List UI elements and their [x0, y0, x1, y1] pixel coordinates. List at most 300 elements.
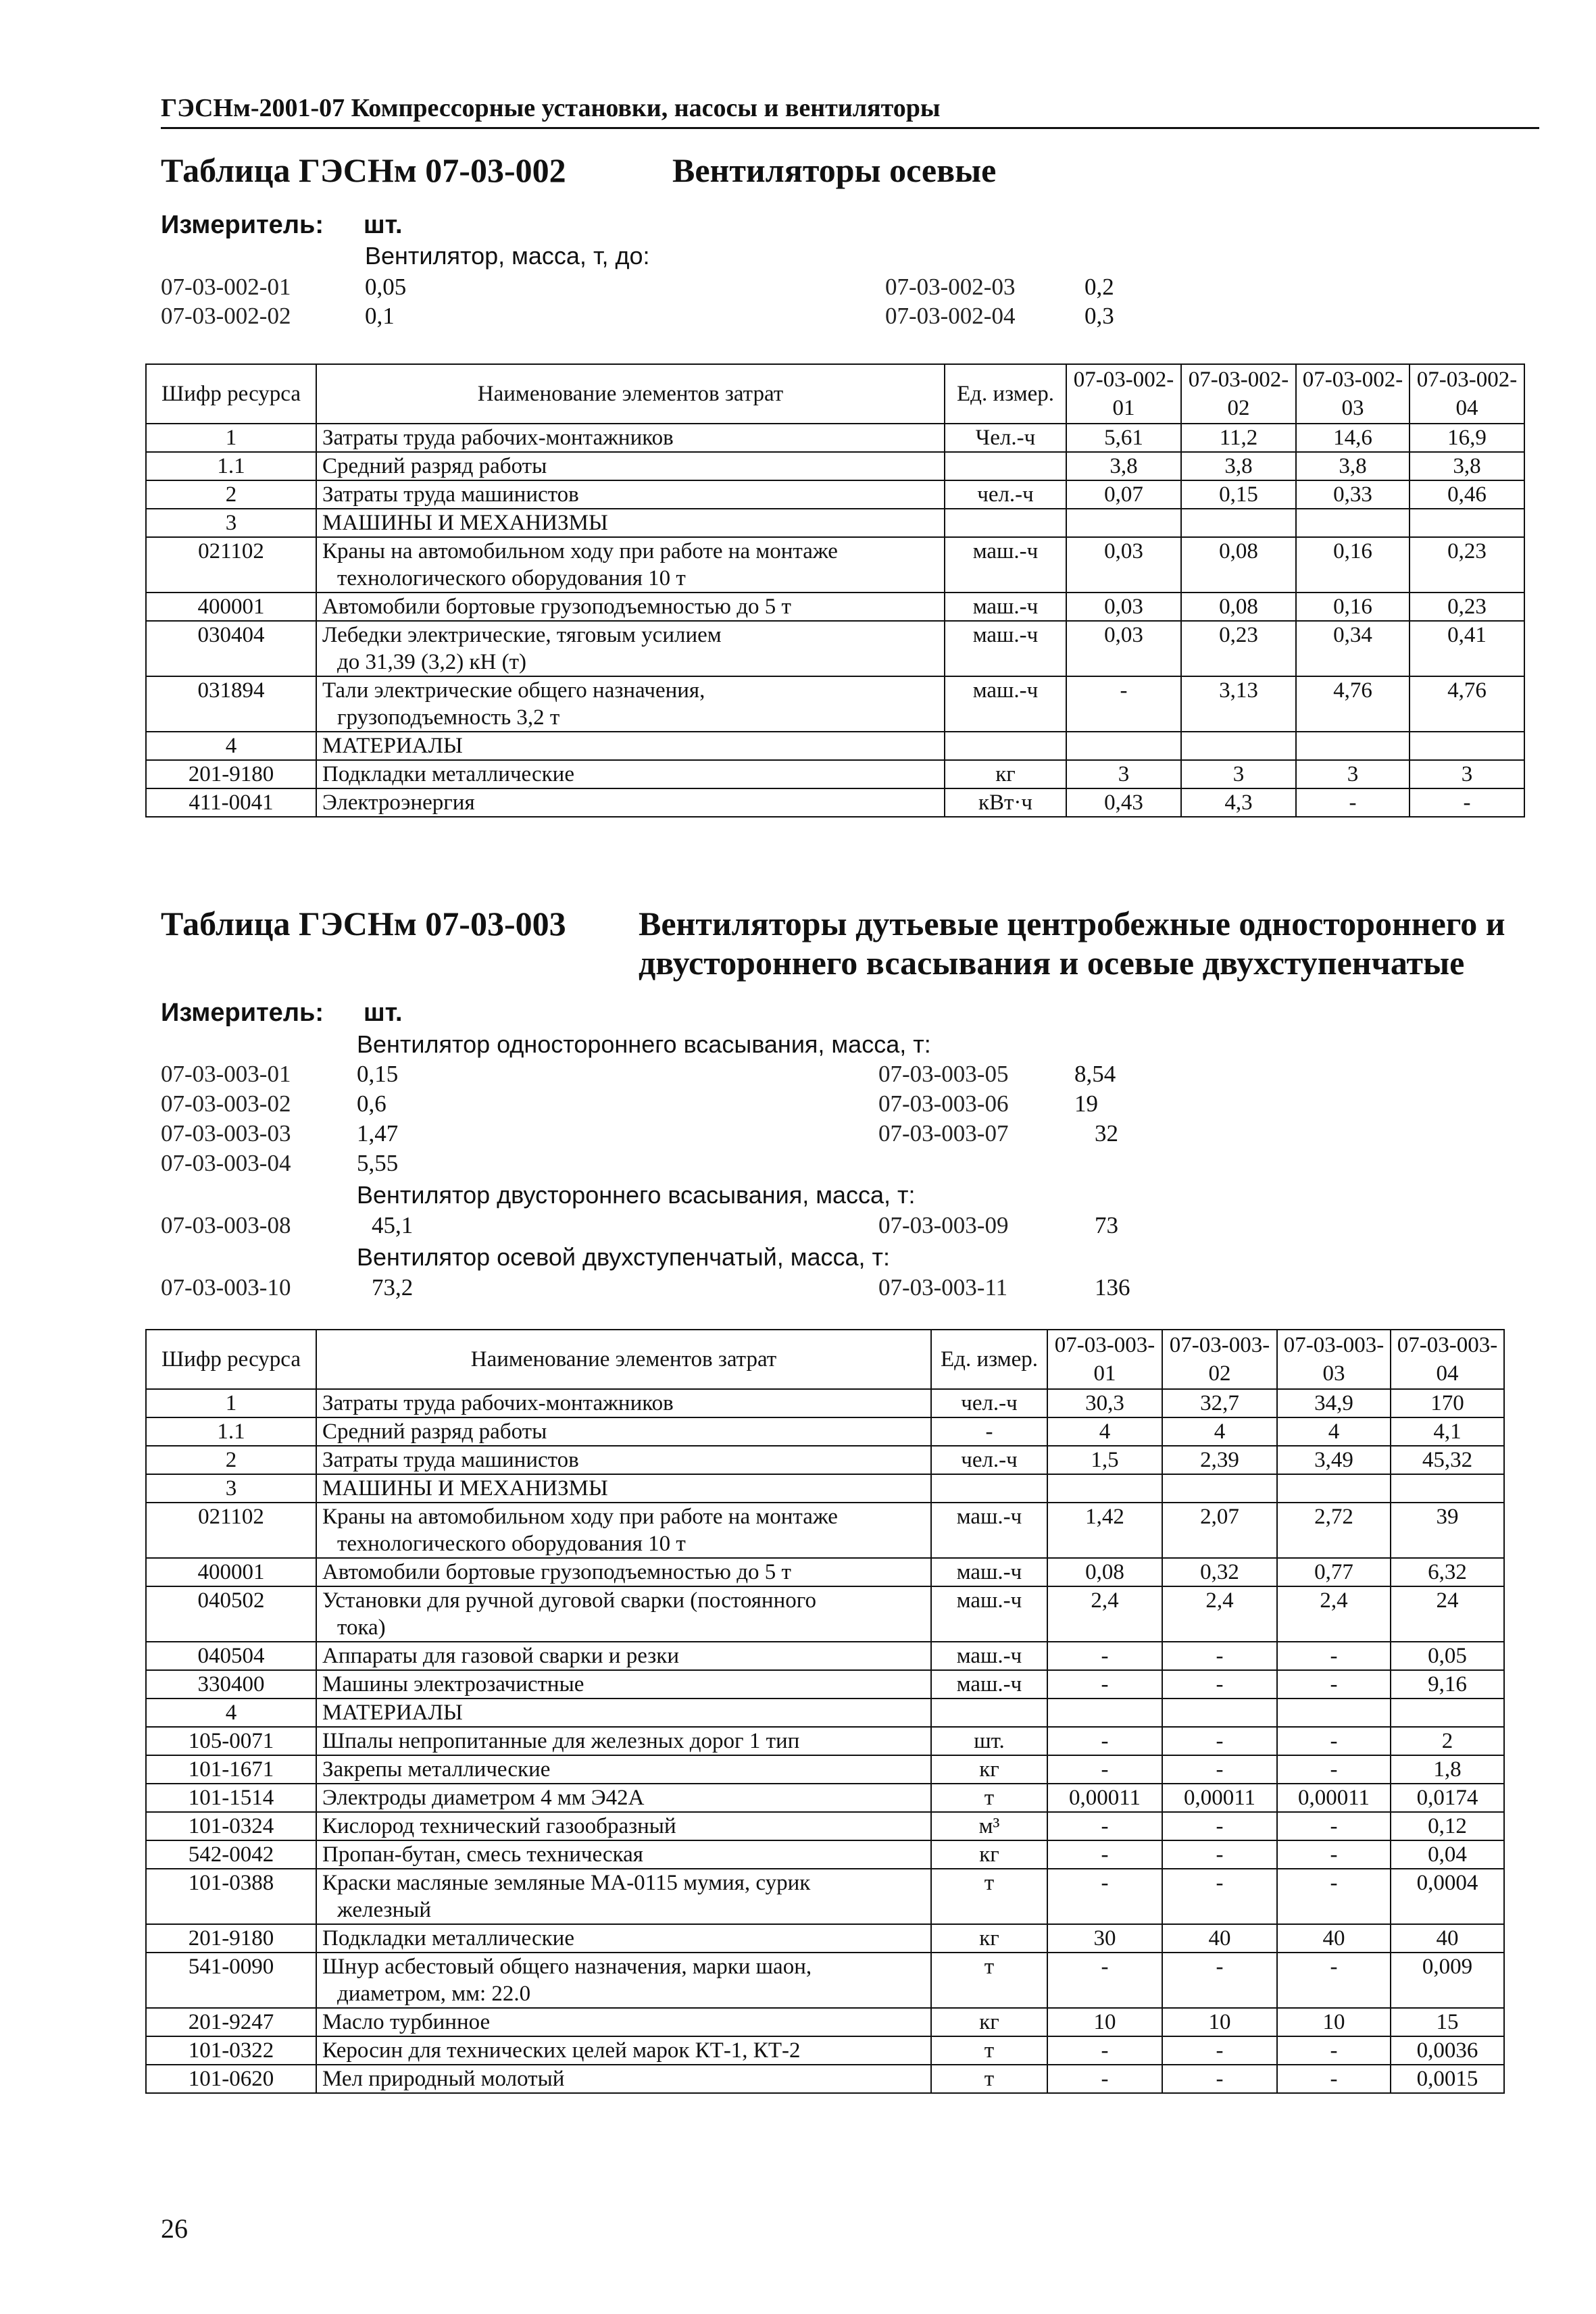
resource-code-cell: 021102 — [146, 537, 316, 593]
table2-title-line1: Вентиляторы дутьевые центробежные одностороннего и — [639, 905, 1505, 942]
resource-code-cell: 1 — [146, 424, 316, 452]
table-row — [146, 452, 1524, 480]
resource-name: Затраты труда рабочих-монтажников — [322, 1391, 674, 1415]
resource-name: МАШИНЫ И МЕХАНИЗМЫ — [322, 511, 608, 535]
unit-cell: шт. — [931, 1727, 1047, 1755]
value-cell — [1410, 732, 1524, 760]
resource-code-cell: 201-9180 — [146, 1924, 316, 1953]
resource-name-cell — [316, 2036, 931, 2065]
variant-code: 07-03-003-11 — [878, 1274, 1008, 1301]
resource-name: Подкладки металлические — [322, 762, 574, 786]
variant-code: 07-03-003-09 — [878, 1212, 1009, 1238]
value-cell: - — [1277, 1727, 1391, 1755]
unit-cell: т — [931, 1869, 1047, 1924]
resource-name-cell — [316, 676, 945, 732]
value-cell — [1181, 509, 1296, 537]
table1-title: Вентиляторы осевые — [672, 151, 997, 189]
resource-name-cell — [316, 480, 945, 509]
value-cell: 0,0004 — [1391, 1869, 1504, 1924]
unit-cell: т — [931, 1784, 1047, 1812]
value-cell: 3 — [1410, 760, 1524, 788]
unit-cell — [945, 732, 1066, 760]
resource-name: Шпалы непропитанные для железных дорог 1 тип — [322, 1729, 800, 1753]
value-cell: - — [1162, 1642, 1277, 1670]
value-cell: - — [1277, 1755, 1391, 1784]
resource-code-cell: 101-1671 — [146, 1755, 316, 1784]
value-cell: - — [1047, 2065, 1162, 2093]
resource-name-cell — [316, 760, 945, 788]
value-cell: 2,72 — [1277, 1503, 1391, 1558]
resource-name: Подкладки металлические — [322, 1926, 574, 1951]
value-cell: 0,07 — [1066, 480, 1181, 509]
value-cell: 1,8 — [1391, 1755, 1504, 1784]
value-cell: - — [1296, 788, 1410, 817]
variant-value: 0,15 — [357, 1061, 399, 1087]
value-cell: 0,05 — [1391, 1642, 1504, 1670]
unit-cell: - — [931, 1417, 1047, 1446]
variant-value: 73,2 — [372, 1274, 414, 1301]
value-cell: - — [1277, 1953, 1391, 2008]
table-row — [146, 788, 1524, 817]
value-cell — [1162, 1474, 1277, 1503]
resource-code-cell: 330400 — [146, 1670, 316, 1699]
resource-code-cell: 2 — [146, 480, 316, 509]
section-row — [146, 1699, 1504, 1727]
resource-code-cell: 3 — [146, 1474, 316, 1503]
table2-body — [146, 1389, 1504, 2093]
value-cell: 0,46 — [1410, 480, 1524, 509]
value-cell: 0,00011 — [1162, 1784, 1277, 1812]
table-row — [146, 424, 1524, 452]
resource-name-cell — [316, 1727, 931, 1755]
value-cell: 0,12 — [1391, 1812, 1504, 1840]
value-cell: 11,2 — [1181, 424, 1296, 452]
value-cell: 0,00011 — [1277, 1784, 1391, 1812]
resource-code-cell: 201-9180 — [146, 760, 316, 788]
resource-name: МАТЕРИАЛЫ — [322, 1701, 463, 1725]
resource-code-cell: 101-0620 — [146, 2065, 316, 2093]
value-cell: 3 — [1066, 760, 1181, 788]
value-cell: 3,8 — [1296, 452, 1410, 480]
value-cell: 40 — [1277, 1924, 1391, 1953]
col-header-code: Шифр ресурса — [146, 1330, 316, 1389]
table-row — [146, 1727, 1504, 1755]
resource-table-1 — [145, 363, 1525, 818]
unit-cell: т — [931, 2065, 1047, 2093]
resource-name: Кислород технический газообразный — [322, 1814, 676, 1838]
col-header-variant: 07-03-003-03 — [1277, 1330, 1391, 1389]
value-cell: 0,23 — [1410, 593, 1524, 621]
value-cell: 34,9 — [1277, 1389, 1391, 1417]
value-cell: - — [1277, 2036, 1391, 2065]
value-cell: 3 — [1296, 760, 1410, 788]
resource-name-continued: до 31,39 (3,2) кН (т) — [337, 650, 527, 674]
resource-name: Пропан-бутан, смесь техническая — [322, 1842, 643, 1867]
value-cell — [1047, 1474, 1162, 1503]
col-header-variant: 07-03-003-02 — [1162, 1330, 1277, 1389]
col-header-variant: 07-03-002-01 — [1066, 364, 1181, 424]
resource-name-cell — [316, 1417, 931, 1446]
resource-code-cell: 400001 — [146, 593, 316, 621]
col-header-unit: Ед. измер. — [945, 364, 1066, 424]
value-cell: 30 — [1047, 1924, 1162, 1953]
resource-code-cell: 031894 — [146, 676, 316, 732]
resource-name-cell — [316, 1924, 931, 1953]
unit-cell: кг — [945, 760, 1066, 788]
value-cell: 0,00011 — [1047, 1784, 1162, 1812]
col-header-code: Шифр ресурса — [146, 364, 316, 424]
measure-unit: шт. — [364, 211, 403, 239]
value-cell: 2,4 — [1162, 1586, 1277, 1642]
resource-name-cell — [316, 593, 945, 621]
variant-group-title: Вентилятор двустороннего всасывания, масса, т: — [357, 1181, 916, 1209]
variant-group-title: Вентилятор осевой двухступенчатый, масса, т: — [357, 1243, 891, 1271]
value-cell: - — [1277, 1642, 1391, 1670]
value-cell: - — [1162, 1812, 1277, 1840]
unit-cell: маш.-ч — [931, 1503, 1047, 1558]
value-cell: - — [1277, 1812, 1391, 1840]
value-cell: - — [1162, 1869, 1277, 1924]
variant-code: 07-03-002-02 — [161, 303, 291, 329]
value-cell: 0,0015 — [1391, 2065, 1504, 2093]
col-header-name: Наименование элементов затрат — [316, 364, 945, 424]
variant-code: 07-03-003-07 — [878, 1120, 1009, 1147]
unit-cell — [931, 1699, 1047, 1727]
table1-body — [146, 424, 1524, 817]
value-cell — [1277, 1699, 1391, 1727]
table2-measure — [161, 999, 403, 1028]
resource-code-cell: 101-0388 — [146, 1869, 316, 1924]
value-cell — [1296, 509, 1410, 537]
value-cell: 30,3 — [1047, 1389, 1162, 1417]
resource-name-cell — [316, 2008, 931, 2036]
resource-name-cell — [316, 1840, 931, 1869]
table-row — [146, 1755, 1504, 1784]
value-cell: 16,9 — [1410, 424, 1524, 452]
section-row — [146, 732, 1524, 760]
value-cell: - — [1047, 1670, 1162, 1699]
table2-label: Таблица ГЭСНм 07-03-003 — [161, 905, 566, 942]
value-cell: 10 — [1047, 2008, 1162, 2036]
resource-code-cell: 411-0041 — [146, 788, 316, 817]
resource-name-cell — [316, 1474, 931, 1503]
value-cell: 40 — [1391, 1924, 1504, 1953]
value-cell: 2 — [1391, 1727, 1504, 1755]
value-cell: 0,04 — [1391, 1840, 1504, 1869]
col-header-unit: Ед. измер. — [931, 1330, 1047, 1389]
resource-name-cell — [316, 509, 945, 537]
value-cell: 0,41 — [1410, 621, 1524, 676]
resource-code-cell: 030404 — [146, 621, 316, 676]
resource-name-cell — [316, 1755, 931, 1784]
value-cell: - — [1047, 1755, 1162, 1784]
unit-cell: чел.-ч — [945, 480, 1066, 509]
resource-name-cell — [316, 1389, 931, 1417]
resource-name-cell — [316, 1446, 931, 1474]
resource-name: Аппараты для газовой сварки и резки — [322, 1644, 679, 1668]
value-cell: 0,23 — [1410, 537, 1524, 593]
variant-code: 07-03-002-01 — [161, 274, 291, 300]
value-cell: - — [1047, 1953, 1162, 2008]
variant-value: 19 — [1074, 1090, 1098, 1117]
variant-value: 136 — [1095, 1274, 1130, 1301]
value-cell: 3,8 — [1410, 452, 1524, 480]
value-cell — [1296, 732, 1410, 760]
unit-cell: маш.-ч — [931, 1642, 1047, 1670]
value-cell — [1391, 1474, 1504, 1503]
measure-label: Измеритель: — [161, 211, 324, 239]
value-cell: 3,49 — [1277, 1446, 1391, 1474]
table-row — [146, 621, 1524, 676]
resource-name-cell — [316, 1558, 931, 1586]
resource-code-cell: 542-0042 — [146, 1840, 316, 1869]
table-row — [146, 760, 1524, 788]
page-number: 26 — [161, 2213, 188, 2244]
value-cell — [1410, 509, 1524, 537]
resource-name-continued: диаметром, мм: 22.0 — [337, 1982, 531, 2006]
resource-name-cell — [316, 788, 945, 817]
table-row — [146, 676, 1524, 732]
variant-value: 32 — [1095, 1120, 1118, 1147]
value-cell: 40 — [1162, 1924, 1277, 1953]
variant-code: 07-03-002-03 — [885, 274, 1016, 300]
variant-code: 07-03-003-03 — [161, 1120, 291, 1147]
value-cell: - — [1047, 1812, 1162, 1840]
col-header-variant: 07-03-003-01 — [1047, 1330, 1162, 1389]
resource-name: Краны на автомобильном ходу при работе на монтаже — [322, 539, 838, 563]
value-cell: 0,43 — [1066, 788, 1181, 817]
value-cell: 0,08 — [1181, 593, 1296, 621]
col-header-name: Наименование элементов затрат — [316, 1330, 931, 1389]
value-cell: 0,009 — [1391, 1953, 1504, 2008]
table1-label: Таблица ГЭСНм 07-03-002 — [161, 151, 566, 189]
value-cell — [1162, 1699, 1277, 1727]
value-cell: - — [1162, 1670, 1277, 1699]
resource-name: Краны на автомобильном ходу при работе на монтаже — [322, 1505, 838, 1529]
resource-name: Мел природный молотый — [322, 2067, 565, 2091]
variant-code: 07-03-003-10 — [161, 1274, 291, 1301]
value-cell: 0,16 — [1296, 537, 1410, 593]
resource-code-cell: 1.1 — [146, 1417, 316, 1446]
unit-cell: чел.-ч — [931, 1389, 1047, 1417]
value-cell: 2,4 — [1277, 1586, 1391, 1642]
unit-cell: кг — [931, 1924, 1047, 1953]
value-cell: 4,3 — [1181, 788, 1296, 817]
unit-cell: Чел.-ч — [945, 424, 1066, 452]
resource-name: Шнур асбестовый общего назначения, марки шаон, — [322, 1955, 812, 1979]
value-cell — [1066, 509, 1181, 537]
resource-code-cell: 1.1 — [146, 452, 316, 480]
value-cell: 0,0036 — [1391, 2036, 1504, 2065]
resource-name-cell — [316, 1699, 931, 1727]
value-cell — [1391, 1699, 1504, 1727]
variant-value: 0,05 — [365, 274, 407, 300]
resource-code-cell: 021102 — [146, 1503, 316, 1558]
unit-cell: чел.-ч — [931, 1446, 1047, 1474]
section-row — [146, 1474, 1504, 1503]
value-cell: 5,61 — [1066, 424, 1181, 452]
resource-name-cell — [316, 1812, 931, 1840]
table-row — [146, 1417, 1504, 1446]
value-cell: - — [1277, 1869, 1391, 1924]
resource-name: Тали электрические общего назначения, — [322, 678, 705, 703]
value-cell: 0,03 — [1066, 621, 1181, 676]
variant-code: 07-03-003-06 — [878, 1090, 1009, 1117]
value-cell: - — [1047, 1642, 1162, 1670]
resource-name: Электроэнергия — [322, 790, 475, 815]
resource-name: Затраты труда машинистов — [322, 482, 579, 507]
value-cell: - — [1047, 1840, 1162, 1869]
value-cell: 0,08 — [1047, 1558, 1162, 1586]
table-row — [146, 593, 1524, 621]
variant-code: 07-03-002-04 — [885, 303, 1016, 329]
value-cell: - — [1162, 2036, 1277, 2065]
value-cell: 3,13 — [1181, 676, 1296, 732]
value-cell: 4,76 — [1410, 676, 1524, 732]
value-cell: 4 — [1047, 1417, 1162, 1446]
value-cell: - — [1410, 788, 1524, 817]
value-cell: - — [1047, 2036, 1162, 2065]
resource-code-cell: 2 — [146, 1446, 316, 1474]
resource-name-cell — [316, 1642, 931, 1670]
value-cell: 0,32 — [1162, 1558, 1277, 1586]
table2-title-line2: двустороннего всасывания и осевые двухступенчатые — [639, 944, 1465, 982]
unit-cell: кг — [931, 1840, 1047, 1869]
resource-code-cell: 4 — [146, 1699, 316, 1727]
value-cell: - — [1277, 2065, 1391, 2093]
value-cell: 0,08 — [1181, 537, 1296, 593]
value-cell: 0,16 — [1296, 593, 1410, 621]
value-cell: 15 — [1391, 2008, 1504, 2036]
resource-name: Масло турбинное — [322, 2010, 491, 2034]
value-cell: 3,8 — [1066, 452, 1181, 480]
measure-label: Измеритель: — [161, 999, 324, 1027]
variant-value: 8,54 — [1074, 1061, 1116, 1087]
variant-value: 0,2 — [1084, 274, 1114, 300]
section-row — [146, 509, 1524, 537]
resource-name: МАТЕРИАЛЫ — [322, 734, 463, 758]
value-cell: - — [1277, 1840, 1391, 1869]
unit-cell: кВт·ч — [945, 788, 1066, 817]
resource-name-cell — [316, 1670, 931, 1699]
value-cell: 10 — [1162, 2008, 1277, 2036]
resource-name-cell — [316, 1784, 931, 1812]
unit-cell: м³ — [931, 1812, 1047, 1840]
resource-name: Лебедки электрические, тяговым усилием — [322, 623, 722, 647]
resource-name-cell — [316, 1953, 931, 2008]
table-row — [146, 1670, 1504, 1699]
variant-value: 1,47 — [357, 1120, 399, 1147]
resource-name: Машины электрозачистные — [322, 1672, 584, 1696]
variant-code: 07-03-003-02 — [161, 1090, 291, 1117]
value-cell: 4 — [1277, 1417, 1391, 1446]
resource-name: Установки для ручной дуговой сварки (постоянного — [322, 1588, 816, 1613]
resource-name-cell — [316, 2065, 931, 2093]
table-row — [146, 1558, 1504, 1586]
value-cell: - — [1277, 1670, 1391, 1699]
resource-code-cell: 3 — [146, 509, 316, 537]
unit-cell: маш.-ч — [945, 676, 1066, 732]
resource-name: Средний разряд работы — [322, 1419, 547, 1444]
table-row — [146, 2008, 1504, 2036]
resource-code-cell: 105-0071 — [146, 1727, 316, 1755]
resource-name-cell — [316, 537, 945, 593]
col-header-variant: 07-03-003-04 — [1391, 1330, 1504, 1389]
table-row — [146, 1642, 1504, 1670]
running-header: ГЭСНм-2001-07 Компрессорные установки, насосы и вентиляторы — [161, 93, 1539, 129]
value-cell: - — [1162, 1953, 1277, 2008]
value-cell: - — [1162, 1840, 1277, 1869]
table-row — [146, 1389, 1504, 1417]
unit-cell — [945, 509, 1066, 537]
unit-cell: маш.-ч — [931, 1670, 1047, 1699]
unit-cell: кг — [931, 2008, 1047, 2036]
resource-name-continued: технологического оборудования 10 т — [337, 1532, 686, 1556]
variant-code: 07-03-003-01 — [161, 1061, 291, 1087]
resource-code-cell: 201-9247 — [146, 2008, 316, 2036]
variant-code: 07-03-003-04 — [161, 1150, 291, 1176]
table-row — [146, 2065, 1504, 2093]
value-cell: 2,39 — [1162, 1446, 1277, 1474]
resource-name: Краски масляные земляные МА-0115 мумия, сурик — [322, 1871, 811, 1895]
unit-cell: маш.-ч — [931, 1586, 1047, 1642]
table-row — [146, 537, 1524, 593]
resource-code-cell: 101-1514 — [146, 1784, 316, 1812]
unit-cell: маш.-ч — [945, 593, 1066, 621]
unit-cell: кг — [931, 1755, 1047, 1784]
value-cell: 170 — [1391, 1389, 1504, 1417]
resource-name: Закрепы металлические — [322, 1757, 551, 1782]
value-cell: 9,16 — [1391, 1670, 1504, 1699]
unit-cell: маш.-ч — [945, 537, 1066, 593]
col-header-variant: 07-03-002-04 — [1410, 364, 1524, 424]
value-cell: 3 — [1181, 760, 1296, 788]
table-row — [146, 2036, 1504, 2065]
resource-name-cell — [316, 1869, 931, 1924]
value-cell: - — [1162, 1727, 1277, 1755]
resource-name-cell — [316, 621, 945, 676]
value-cell: 6,32 — [1391, 1558, 1504, 1586]
resource-name-cell — [316, 1503, 931, 1558]
resource-name: Электроды диаметром 4 мм Э42А — [322, 1786, 645, 1810]
value-cell: 0,34 — [1296, 621, 1410, 676]
measure-unit: шт. — [364, 999, 403, 1027]
resource-code-cell: 1 — [146, 1389, 316, 1417]
value-cell — [1277, 1474, 1391, 1503]
resource-name: МАШИНЫ И МЕХАНИЗМЫ — [322, 1476, 608, 1501]
value-cell: 10 — [1277, 2008, 1391, 2036]
resource-name: Затраты труда рабочих-монтажников — [322, 426, 674, 450]
value-cell: - — [1047, 1727, 1162, 1755]
variant-value: 0,6 — [357, 1090, 386, 1117]
resource-code-cell: 4 — [146, 732, 316, 760]
variant-value: 45,1 — [372, 1212, 414, 1238]
table-row — [146, 1953, 1504, 2008]
value-cell: 0,77 — [1277, 1558, 1391, 1586]
unit-cell: маш.-ч — [931, 1558, 1047, 1586]
resource-name: Автомобили бортовые грузоподъемностью до 5 т — [322, 1560, 791, 1584]
resource-code-cell: 101-0324 — [146, 1812, 316, 1840]
value-cell — [1047, 1699, 1162, 1727]
value-cell: 1,5 — [1047, 1446, 1162, 1474]
value-cell — [1181, 732, 1296, 760]
unit-cell — [931, 1474, 1047, 1503]
variant-group-title: Вентилятор одностороннего всасывания, масса, т: — [357, 1030, 931, 1058]
resource-name-cell — [316, 452, 945, 480]
value-cell: 3,8 — [1181, 452, 1296, 480]
value-cell: 0,0174 — [1391, 1784, 1504, 1812]
table1-measure — [161, 211, 403, 240]
